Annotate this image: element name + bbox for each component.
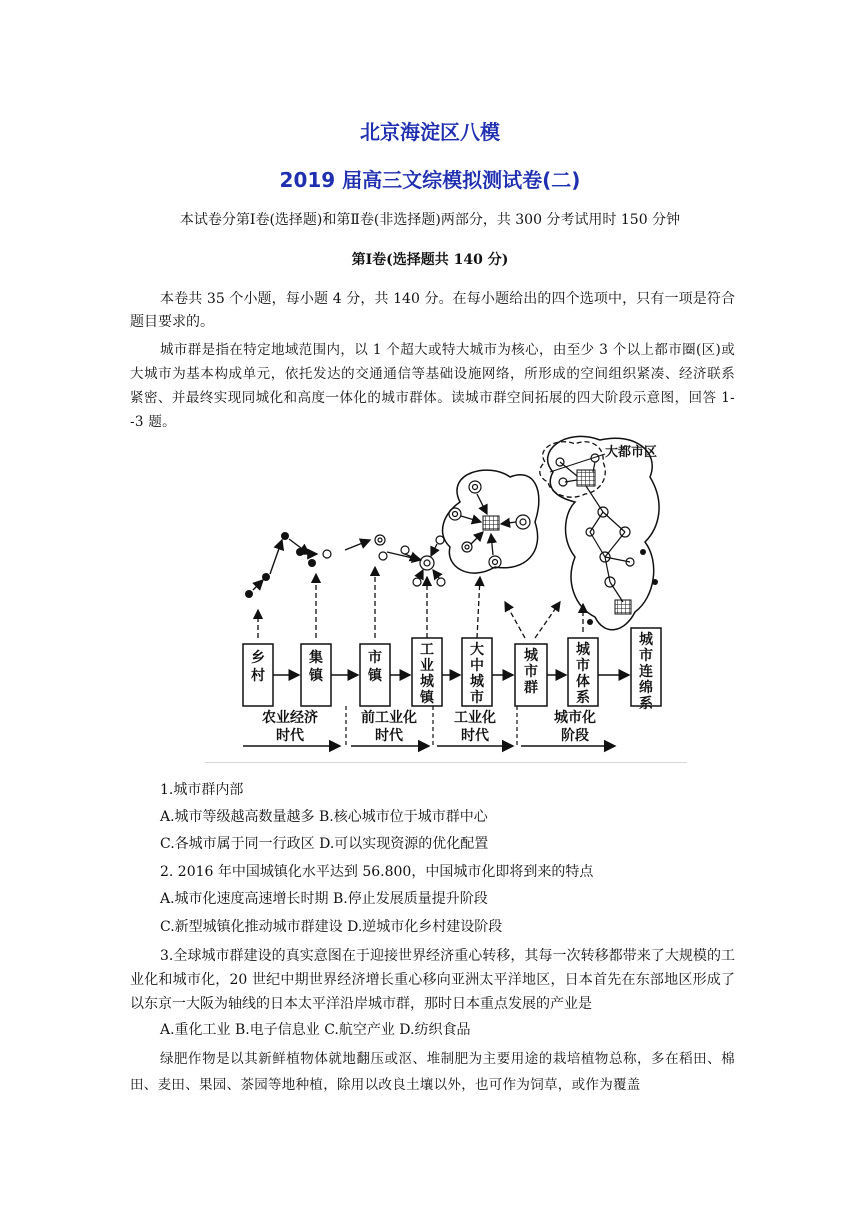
q2-options-cd: C.新型城镇化推动城市群建设 D.逆城市化乡村建设阶段 [160, 919, 503, 935]
title-school: 北京海淀区八模 [360, 120, 500, 144]
box-label-market-town: 市镇 [368, 650, 382, 684]
stage-boxes [243, 628, 661, 706]
instructions-paragraph: 本卷共 35 个小题，每小题 4 分，共 140 分。在每小题给出的四个选项中，只有一项是符合题目要求的。 [130, 291, 735, 330]
box-label-industrial-town: 工业城镇 [420, 642, 434, 706]
box-label-city-system: 城市体系 [576, 642, 590, 706]
exam-intro: 本试卷分第Ⅰ卷(选择题)和第Ⅱ卷(非选择题)两部分，共 300 分考试用时 150 分钟 [179, 212, 681, 228]
q3-stem: 3.全球城市群建设的真实意图在于迎接世界经济重心转移，其每一次转移都带来了大规模的工业化和城市化，20 世纪中期世界经济增长重心移向亚洲太平洋地区，日本首先在东部地区形成了以东京一大阪为轴线的日本太平洋沿岸城市群，那时日本重点发展的产业是 [130, 948, 735, 1012]
q1-options-ab: A.城市等级越高数量越多 B.核心城市位于城市群中心 [160, 809, 488, 825]
box-label-village: 乡村 [251, 650, 265, 684]
figure-bottom-rule [205, 762, 687, 763]
metro-area-label: 大都市区 [605, 445, 658, 460]
q2-options-ab: A.城市化速度高速增长时期 B.停止发展质量提升阶段 [160, 891, 488, 907]
metro-network [556, 454, 634, 614]
era-industrial: 工业化时代 [454, 710, 496, 744]
context-paragraph-urban: 城市群是指在特定地域范围内，以 1 个超大或特大城市为核心，由至少 3 个以上都市圈(区)或大城市为基本构成单元，依托发达的交通通信等基础设施网络，所形成的空间组织紧凑、经济联系紧密、并最终实现同城化和高度一体化的城市群体。读城市群空间拓展的四大阶段示意图，回答 1--3 题。 [130, 342, 735, 430]
urban-expansion-figure [205, 432, 687, 762]
q1-options-cd: C.各城市属于同一行政区 D.可以实现资源的优化配置 [160, 836, 489, 852]
part-title: 第Ⅰ卷(选择题共 140 分) [351, 252, 509, 268]
box-label-conurbation: 城市连绵系 [639, 632, 653, 712]
town-arrows [387, 494, 516, 578]
q1-stem: 1.城市群内部 [160, 782, 244, 798]
era-agricultural: 农业经济时代 [262, 710, 318, 744]
title-exam: 2019 届高三文综模拟测试卷(二) [279, 168, 581, 192]
core-city-grid [483, 516, 499, 530]
q3-options: A.重化工业 B.电子信息业 C.航空产业 D.纺织食品 [160, 1022, 471, 1038]
era-preindustrial: 前工业化时代 [361, 710, 417, 744]
box-label-large-city: 大中城市 [470, 642, 484, 706]
context-paragraph-green-manure: 绿肥作物是以其新鲜植物体就地翻压或沤、堆制肥为主要用途的栽培植物总称，多在稻田、棉田、麦田、果园、茶园等地种植，除用以改良土壤以外，也可作为饲草，或作为覆盖 [130, 1051, 735, 1093]
box-label-township: 集镇 [309, 650, 323, 684]
box-label-city-cluster: 城市群 [524, 648, 538, 696]
town-circles [323, 481, 530, 586]
q2-stem: 2. 2016 年中国城镇化水平达到 56.800，中国城市化即将到来的特点 [160, 864, 594, 880]
era-urbanization: 城市化阶段 [554, 710, 596, 744]
village-dots [245, 532, 658, 625]
stage-arrows [258, 567, 583, 638]
